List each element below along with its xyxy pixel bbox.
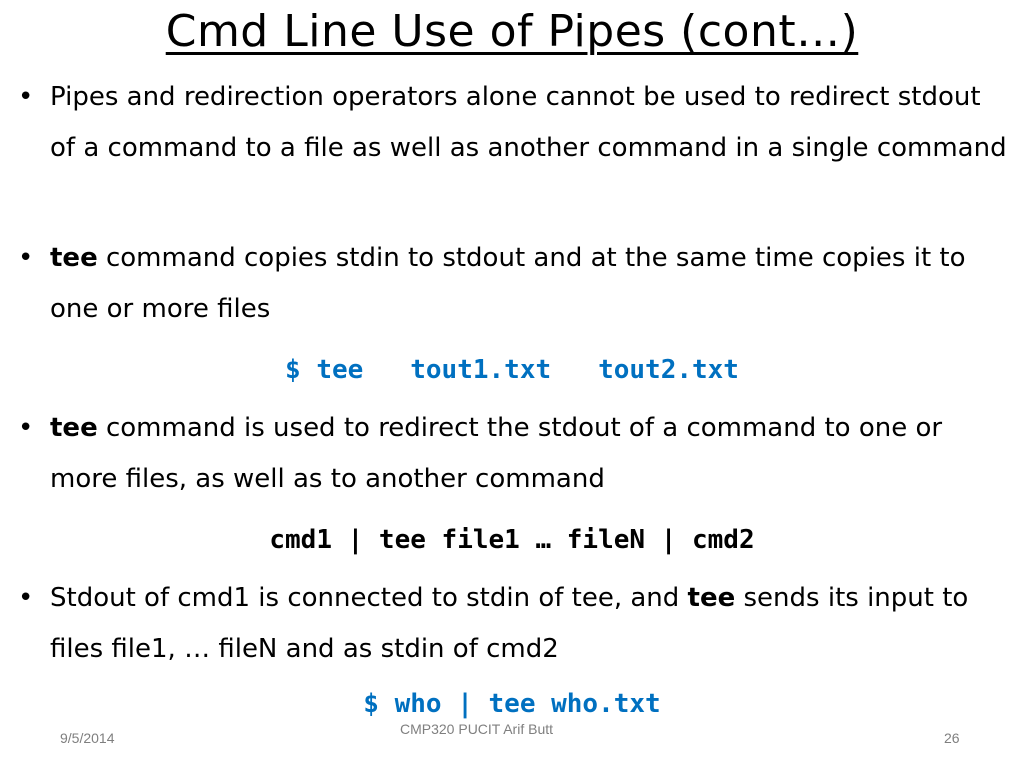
- bullet-2: [18, 233, 1008, 335]
- bullet-2-bold: tee: [50, 243, 98, 273]
- bullet-3-text: [50, 403, 1008, 505]
- bullet-4-bold: tee: [687, 583, 736, 613]
- bullet-2-text: [50, 233, 1008, 335]
- bullet-marker: •: [18, 583, 34, 613]
- code-example-who-tee: $ who | tee who.txt: [363, 689, 661, 719]
- bullet-4-rest: sends its input to files file1, … fileN and as stdin of cmd2: [50, 583, 969, 664]
- code-example-tee-files: $ tee tout1.txt tout2.txt: [285, 355, 739, 385]
- bullet-4-pre: Stdout of cmd1 is connected to stdin of tee, and: [50, 583, 688, 613]
- bullet-1-text: [50, 72, 1008, 174]
- bullet-3-rest: command is used to redirect the stdout of a command to one or more files, as well as to another command: [50, 413, 943, 494]
- bullet-marker: •: [18, 82, 34, 112]
- bullet-4: [18, 573, 1008, 675]
- bullet-2-rest: command copies stdin to stdout and at the same time copies it to one or more files: [50, 243, 966, 324]
- footer-date: 9/5/2014: [60, 730, 115, 746]
- slide-title: Cmd Line Use of Pipes (cont…): [165, 6, 859, 57]
- bullet-1: [18, 72, 1008, 174]
- bullet-3: [18, 403, 1008, 505]
- bullet-1-rest: Pipes and redirection operators alone cannot be used to redirect stdout of a command to a file as well as another command in a single command: [50, 82, 1007, 163]
- bullet-marker: •: [18, 243, 34, 273]
- bullet-marker: •: [18, 413, 34, 443]
- bullet-3-bold: tee: [50, 413, 98, 443]
- bullet-4-text: [50, 573, 1008, 675]
- footer-center: CMP320 PUCIT Arif Butt: [400, 721, 554, 737]
- footer-page-number: 26: [944, 730, 960, 746]
- code-example-tee-pipe: cmd1 | tee file1 … fileN | cmd2: [269, 525, 755, 555]
